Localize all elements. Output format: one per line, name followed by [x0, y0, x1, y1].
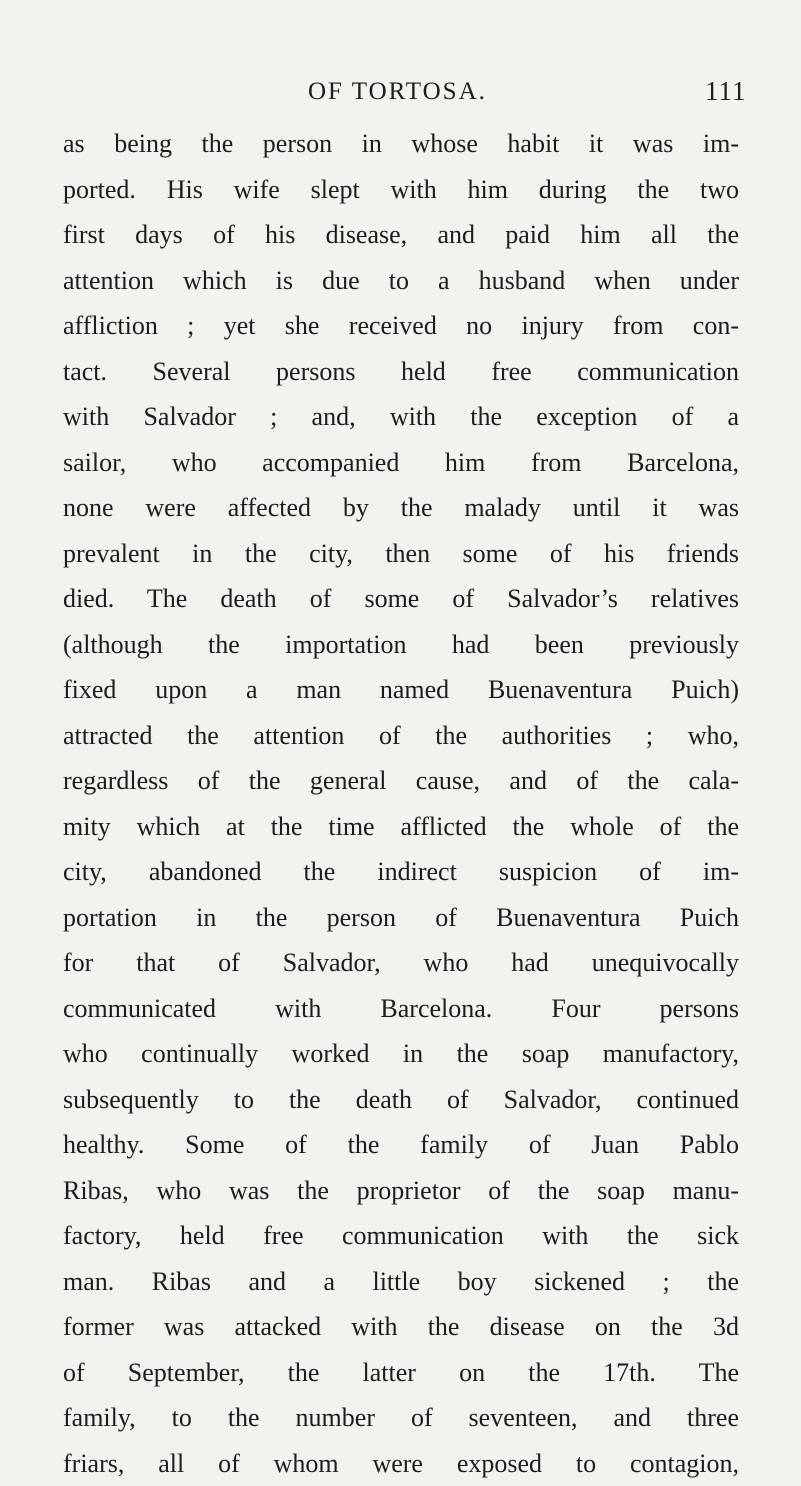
- text-line: subsequently to the death of Salvador, continued: [63, 1077, 739, 1123]
- body-text: [63, 121, 739, 1486]
- text-line: died. The death of some of Salvador’s relatives: [63, 576, 739, 622]
- text-line: first days of his disease, and paid him all the: [63, 212, 739, 258]
- text-line: (although the importation had been previously: [63, 622, 739, 668]
- text-line: who continually worked in the soap manufactory,: [63, 1031, 739, 1077]
- text-line: healthy. Some of the family of Juan Pablo: [63, 1122, 739, 1168]
- running-head: [0, 74, 801, 114]
- page-number: 111: [705, 76, 747, 107]
- text-line: attention which is due to a husband when under: [63, 258, 739, 304]
- text-line: man. Ribas and a little boy sickened ; the: [63, 1259, 739, 1305]
- text-line: of September, the latter on the 17th. The: [63, 1350, 739, 1396]
- text-line: friars, all of whom were exposed to contagion,: [63, 1441, 739, 1486]
- text-line: communicated with Barcelona. Four persons: [63, 986, 739, 1032]
- text-line: with Salvador ; and, with the exception of a: [63, 394, 739, 440]
- running-title: OF TORTOSA.: [308, 78, 487, 106]
- text-line: tact. Several persons held free communication: [63, 349, 739, 395]
- text-line: mity which at the time afflicted the whole of the: [63, 804, 739, 850]
- text-line: affliction ; yet she received no injury from con-: [63, 303, 739, 349]
- text-line: none were affected by the malady until it was: [63, 485, 739, 531]
- text-line: prevalent in the city, then some of his friends: [63, 531, 739, 577]
- text-line: city, abandoned the indirect suspicion of im-: [63, 849, 739, 895]
- text-line: for that of Salvador, who had unequivocally: [63, 940, 739, 986]
- text-line: fixed upon a man named Buenaventura Puich): [63, 667, 739, 713]
- text-line: portation in the person of Buenaventura Puich: [63, 895, 739, 941]
- text-line: attracted the attention of the authorities ; who,: [63, 713, 739, 759]
- text-line: Ribas, who was the proprietor of the soap manu-: [63, 1168, 739, 1214]
- text-line: factory, held free communication with the sick: [63, 1213, 739, 1259]
- text-line: ported. His wife slept with him during the two: [63, 167, 739, 213]
- text-line: sailor, who accompanied him from Barcelona,: [63, 440, 739, 486]
- text-line: regardless of the general cause, and of the cala-: [63, 758, 739, 804]
- text-line: former was attacked with the disease on the 3d: [63, 1304, 739, 1350]
- text-line: family, to the number of seventeen, and three: [63, 1395, 739, 1441]
- text-line: as being the person in whose habit it was im-: [63, 121, 739, 167]
